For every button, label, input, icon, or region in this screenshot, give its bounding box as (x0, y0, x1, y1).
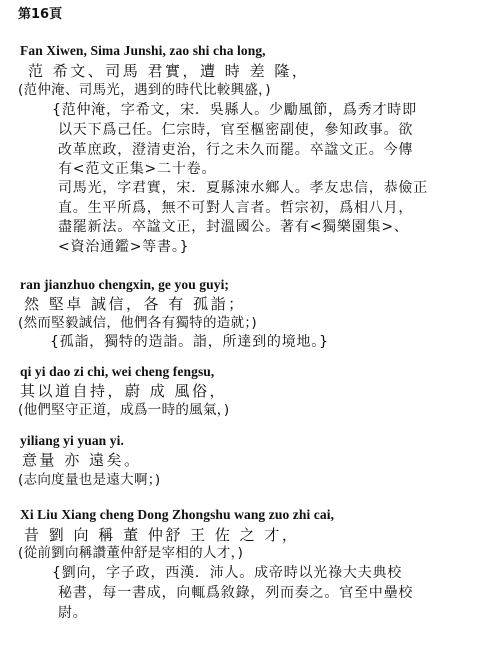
translation-line: (志向度量也是遠大啊；) (18, 472, 161, 488)
translation-line: (他們堅守正道，成爲一時的風氣，) (18, 402, 230, 418)
note-line: <資治通鑑>等書。} (58, 239, 190, 255)
chinese-line: 意量 亦 遠矣。 (22, 451, 142, 469)
note-line: {范仲淹，字希文，宋．吳縣人。少勵風節，爲秀才時即 (52, 102, 417, 118)
note-line: 盡罷新法。卒諡文正，封溫國公。著有<獨樂園集>、 (58, 219, 409, 235)
pinyin-line: ran jianzhuo chengxin, ge you guyi; (20, 277, 230, 292)
chinese-line: 其以道自持，蔚 成 風俗， (20, 382, 228, 400)
note-line: 秘書，每一書成，向輒爲敘錄，列而奏之。官至中壘校 (58, 585, 414, 601)
note-line: 尉。 (58, 605, 88, 621)
note-line: 直。生平所爲，無不可對人言者。哲宗初，爲相八月， (58, 200, 414, 216)
pinyin-line: Fan Xiwen, Sima Junshi, zao shi cha long, (20, 43, 266, 58)
chinese-line: 然 堅卓 誠信，各 有 孤詣； (24, 295, 246, 313)
note-line: 改革庶政，澄清吏治，行之未久而罷。卒諡文正。今傳 (58, 142, 414, 158)
pinyin-line: Xi Liu Xiang cheng Dong Zhongshu wang zuo zhi cai, (20, 507, 335, 522)
chinese-line: 范 希文、司馬 君實，遭 時 差 隆， (28, 62, 310, 80)
translation-line: (然而堅毅誠信，他們各有獨特的造就；) (18, 315, 257, 331)
note-line: 以天下爲己任。仁宗時，官至樞密副使，參知政事。欲 (58, 122, 414, 138)
note-line: 有<范文正集>二十卷。 (58, 161, 217, 177)
page-number-label: 第16頁 (18, 7, 63, 22)
translation-line: (范仲淹、司馬光，遇到的時代比較興盛，) (18, 82, 271, 98)
note-line: 司馬光，字君實，宋．夏縣涑水鄉人。孝友忠信，恭儉正 (58, 180, 428, 196)
pinyin-line: yiliang yi yuan yi. (20, 433, 124, 448)
note-line: {孤詣，獨特的造詣。詣，所達到的境地。} (50, 334, 329, 350)
translation-line: (從前劉向稱讚董仲舒是宰相的人才，) (18, 545, 244, 561)
chinese-line: 昔 劉 向 稱 董 仲舒 王 佐 之 才， (24, 526, 300, 544)
note-line: {劉向，字子政，西漢．沛人。成帝時以光祿大夫典校 (52, 565, 403, 581)
pinyin-line: qi yi dao zi chi, wei cheng fengsu, (20, 364, 215, 379)
